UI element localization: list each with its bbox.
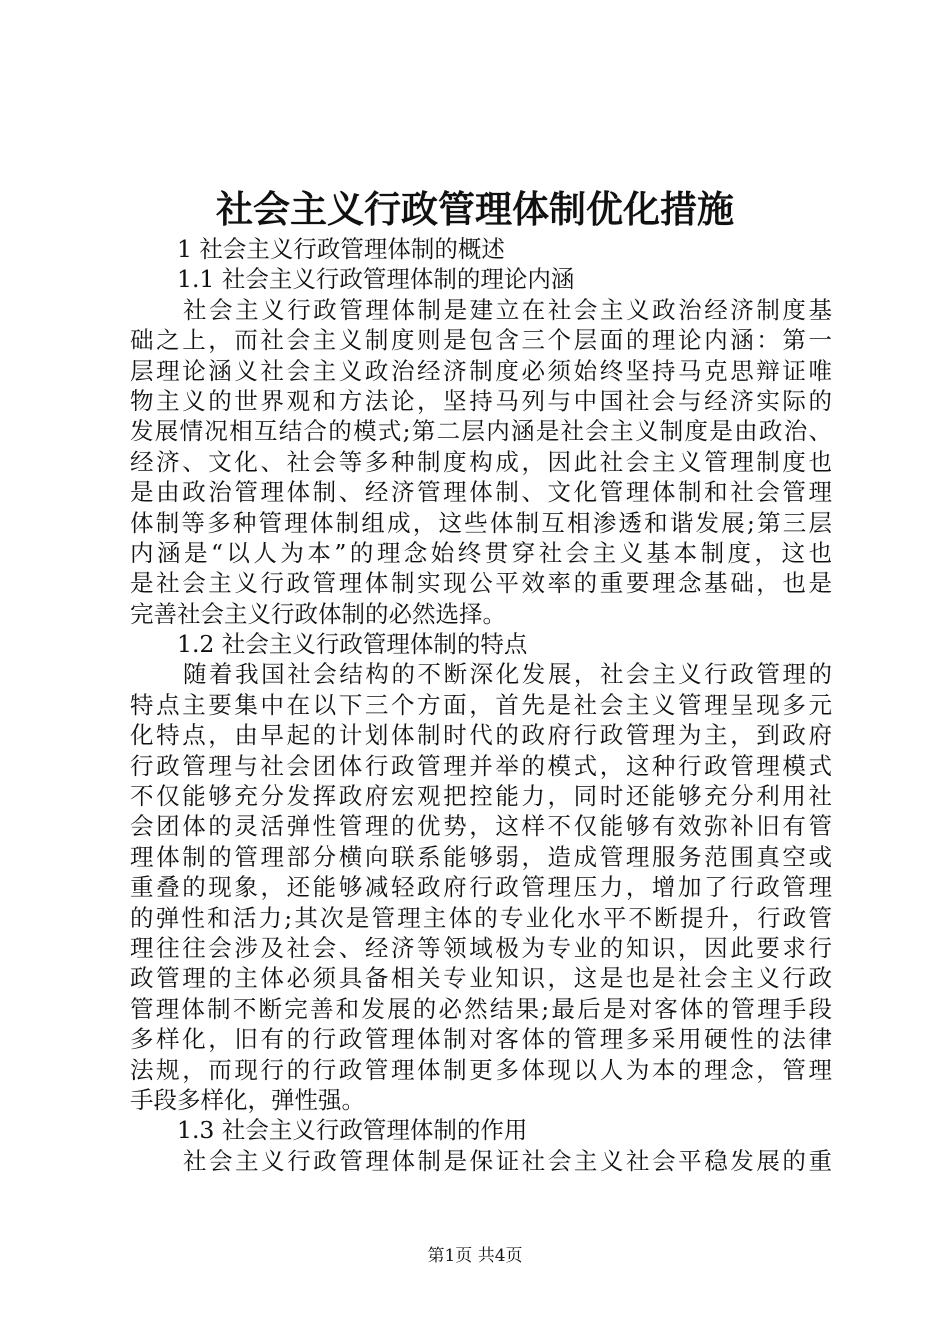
paragraph-line: 管理体制不断完善和发展的必然结果;最后是对客体的管理手段 — [130, 994, 832, 1023]
document-body — [130, 234, 832, 1176]
paragraph-line: 物主义的世界观和方法论，坚持马列与中国社会与经济实际的 — [130, 386, 832, 415]
paragraph-line: 随着我国社会结构的不断深化发展，社会主义行政管理的 — [183, 660, 832, 689]
paragraph-line: 体制等多种管理体制组成，这些体制互相渗透和谐发展;第三层 — [130, 508, 832, 537]
paragraph-line: 理往往会涉及社会、经济等领域极为专业的知识，因此要求行 — [130, 933, 832, 962]
paragraph-1-1 — [130, 295, 832, 629]
paragraph-line: 法规，而现行的行政管理体制更多体现以人为本的理念，管理 — [130, 1055, 832, 1084]
section-heading-1-1: 1.1 社会主义行政管理体制的理论内涵 — [177, 265, 575, 294]
paragraph-1-2 — [130, 659, 832, 1115]
paragraph-line: 内涵是“以人为本”的理念始终贯穿社会主义基本制度，这也 — [130, 538, 832, 567]
paragraph-line: 是社会主义行政管理体制实现公平效率的重要理念基础，也是 — [130, 569, 832, 598]
paragraph-line: 不仅能够充分发挥政府宏观把控能力，同时还能够充分利用社 — [130, 782, 832, 811]
document-title: 社会主义行政管理体制优化措施 — [216, 187, 734, 231]
paragraph-line: 重叠的现象，还能够减轻政府行政管理压力，增加了行政管理 — [130, 873, 832, 902]
paragraph-line: 的弹性和活力;其次是管理主体的专业化水平不断提升，行政管 — [130, 903, 832, 932]
paragraph-line: 手段多样化，弹性强。 — [130, 1085, 365, 1114]
paragraph-line: 政管理的主体必须具备相关专业知识，这是也是社会主义行政 — [130, 964, 832, 993]
paragraph-line: 化特点，由早起的计划体制时代的政府行政管理为主，到政府 — [130, 721, 832, 750]
page-footer: 第1页 共4页 — [427, 1246, 523, 1266]
paragraph-line: 多样化，旧有的行政管理体制对客体的管理多采用硬性的法律 — [130, 1025, 832, 1054]
paragraph-line: 是由政治管理体制、经济管理体制、文化管理体制和社会管理 — [130, 478, 832, 507]
paragraph-line: 层理论涵义社会主义政治经济制度必须始终坚持马克思辩证唯 — [130, 356, 832, 385]
paragraph-line: 特点主要集中在以下三个方面，首先是社会主义管理呈现多元 — [130, 690, 832, 719]
paragraph-line: 理体制的管理部分横向联系能够弱，造成管理服务范围真空或 — [130, 842, 832, 871]
section-heading-1: 1 社会主义行政管理体制的概述 — [177, 235, 505, 263]
section-heading-1-2: 1.2 社会主义行政管理体制的特点 — [177, 630, 528, 659]
paragraph-line: 会团体的灵活弹性管理的优势，这样不仅能够有效弥补旧有管 — [130, 812, 832, 841]
paragraph-line: 社会主义行政管理体制是建立在社会主义政治经济制度基 — [183, 295, 832, 324]
paragraph-line: 社会主义行政管理体制是保证社会主义社会平稳发展的重 — [183, 1146, 832, 1175]
paragraph-line: 完善社会主义行政体制的必然选择。 — [130, 599, 506, 628]
paragraph-line: 经济、文化、社会等多种制度构成，因此社会主义管理制度也 — [130, 447, 832, 476]
paragraph-line: 行政管理与社会团体行政管理并举的模式，这种行政管理模式 — [130, 751, 832, 780]
paragraph-line: 发展情况相互结合的模式;第二层内涵是社会主义制度是由政治、 — [130, 417, 832, 446]
paragraph-line: 础之上，而社会主义制度则是包含三个层面的理论内涵：第一 — [130, 326, 832, 355]
section-heading-1-3: 1.3 社会主义行政管理体制的作用 — [177, 1116, 528, 1145]
paragraph-1-3 — [130, 1146, 832, 1176]
